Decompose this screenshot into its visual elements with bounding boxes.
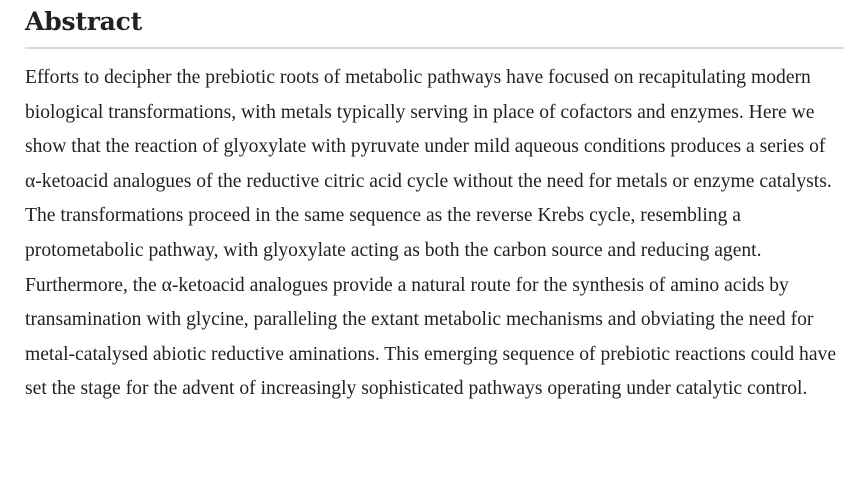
abstract-section [25,0,845,407]
abstract-text: Efforts to decipher the prebiotic roots of metabolic pathways have focused on recapitulating modern biological transformations, with metals typically serving in place of cofactors and enzymes. Here we show that the reaction of glyoxylate with pyruvate under mild aqueous conditions produces a series of α-ketoacid analogues of the reductive citric acid cycle without the need for metals or enzyme catalysts. The transformations proceed in the same sequence as the reverse Krebs cycle, resembling a protometabolic pathway, with glyoxylate acting as both the carbon source and reducing agent. Furthermore, the α-ketoacid analogues provide a natural route for the synthesis of amino acids by transamination with glycine, paralleling the extant metabolic mechanisms and obviating the need for metal-catalysed abiotic reductive aminations. This emerging sequence of prebiotic reactions could have set the stage for the advent of increasingly sophisticated pathways operating under catalytic control. [25,67,837,400]
heading-divider [25,47,844,49]
abstract-heading: Abstract [25,7,143,36]
